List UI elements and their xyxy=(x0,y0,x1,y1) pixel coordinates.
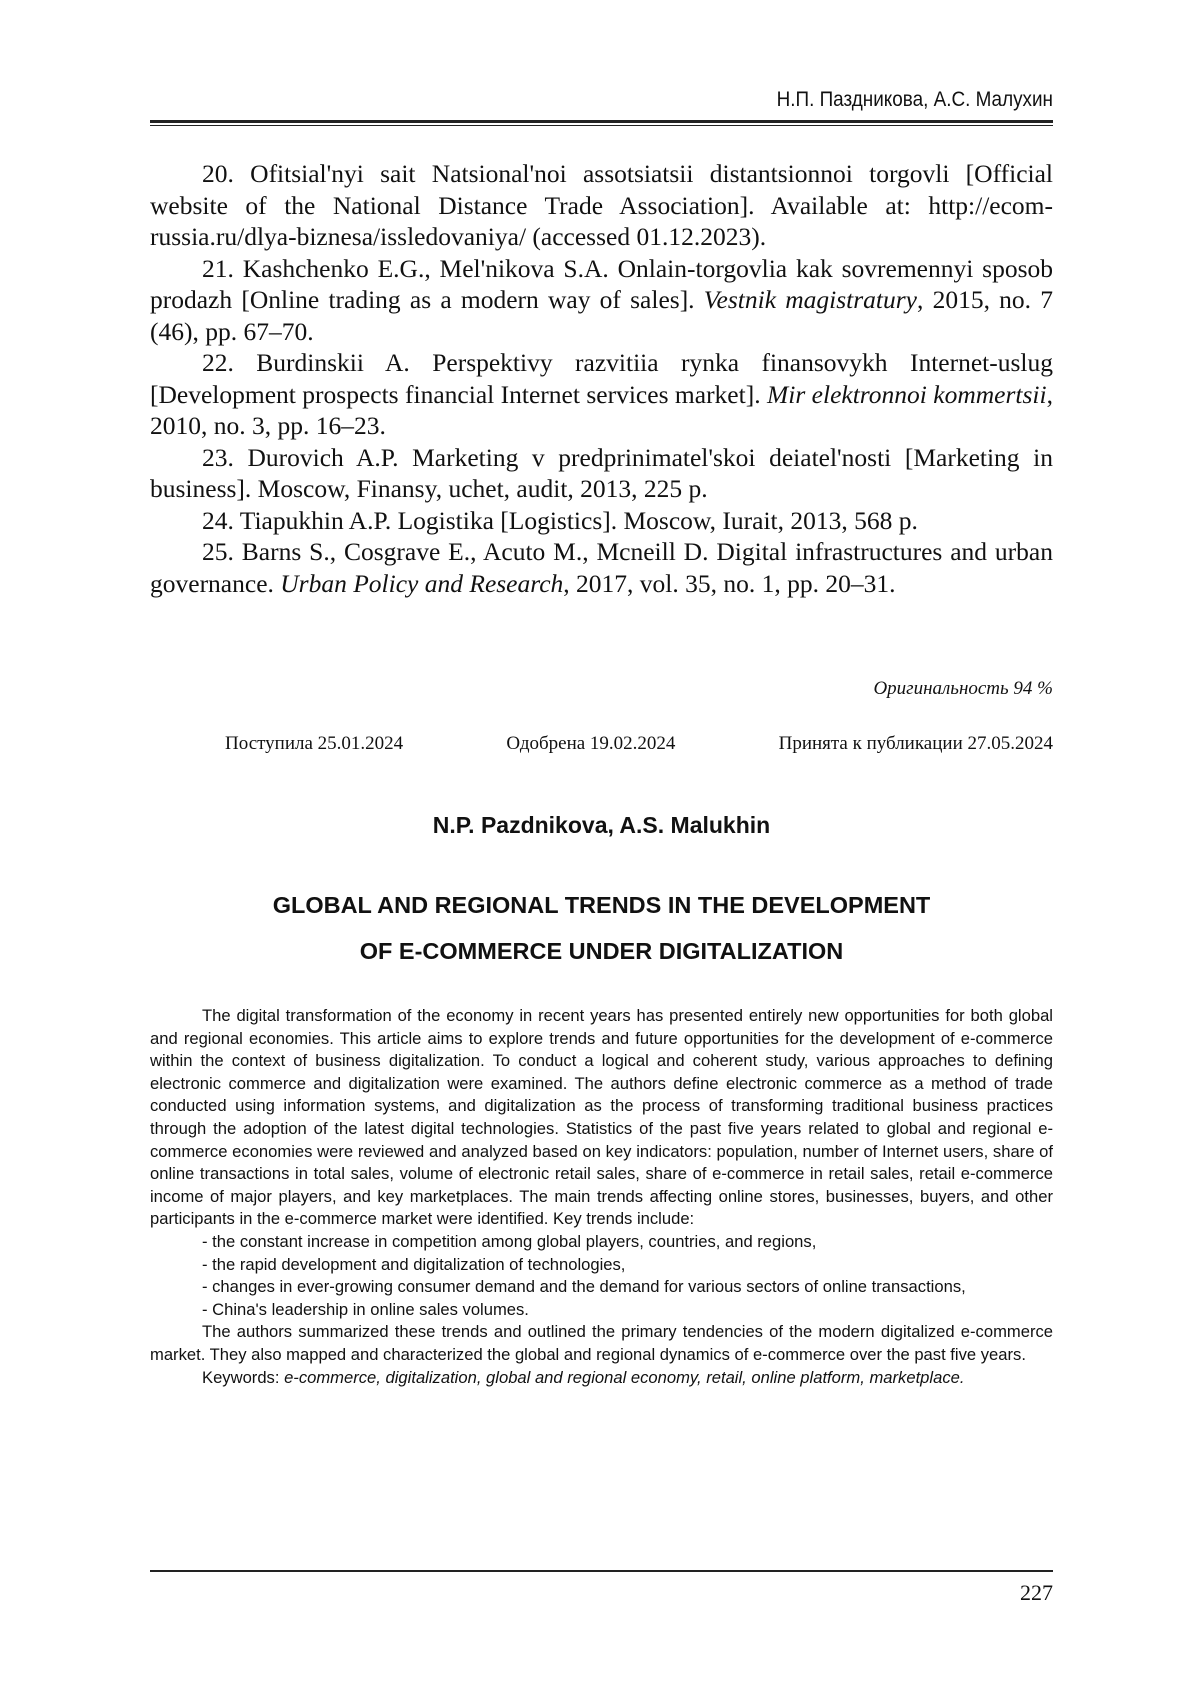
keywords-list: e-commerce, digitalization, global and regional economy, retail, online platform, marketplace. xyxy=(284,1368,964,1387)
reference-details: , 2015, no. 7 (46), pp. 67–70. xyxy=(150,285,1053,346)
reference-details: , 2017, vol. 35, no. 1, pp. 20–31. xyxy=(563,569,895,598)
reference-journal: Urban Policy and Research xyxy=(280,569,563,598)
title-line: GLOBAL AND REGIONAL TRENDS IN THE DEVELOPMENT xyxy=(150,882,1053,928)
article-authors: N.P. Pazdnikova, A.S. Malukhin xyxy=(150,812,1053,839)
reference-journal: Mir elektronnoi kommertsii xyxy=(767,380,1047,409)
reference-text: 25. Barns S., Cosgrave E., Acuto M., Mcneill D. Digital infrastructures and urban governance. xyxy=(150,537,1053,598)
article-title xyxy=(150,882,1053,974)
date-accepted: Принята к публикации 27.05.2024 xyxy=(779,733,1053,755)
page-number: 227 xyxy=(150,1580,1053,1606)
footer-rule xyxy=(150,1570,1053,1572)
reference-journal: Vestnik magistratury xyxy=(704,285,917,314)
reference-text: 23. Durovich A.P. Marketing v predprinimatel'skoi deiatel'nosti [Marketing in business]. Moscow, Finansy, uchet, audit, 2013, 225 p. xyxy=(150,443,1053,504)
header-rule-thin xyxy=(150,125,1053,126)
abstract xyxy=(150,1005,1053,1389)
reference-text: 20. Ofitsial'nyi sait Natsional'noi assotsiatsii distantsionnoi torgovli [Official website of the National Distance Trade Association]. Available at: http://ecom-russia.ru/dlya-biznesa/issledovaniya/ (accessed 01.12.2023). xyxy=(150,159,1053,251)
title-line: OF E-COMMERCE UNDER DIGITALIZATION xyxy=(150,928,1053,974)
reference-item xyxy=(150,158,1053,253)
abstract-paragraph: The digital transformation of the economy in recent years has presented entirely new opportunities for both global and regional economies. This article aims to explore trends and future opportunities for the development of e-commerce within the context of business digitalization. To conduct a logical and coherent study, various approaches to defining electronic commerce and digitalization were examined. The authors define electronic commerce as a method of trade conducted using information systems, and digitalization as the process of transforming traditional business practices through the adoption of the latest digital technologies. Statistics of the past five years related to global and regional e-commerce economies were reviewed and analyzed based on key indicators: population, number of Internet users, share of online transactions in total sales, volume of electronic retail sales, share of e-commerce in retail sales, retail e-commerce income of major players, and key marketplaces. The main trends affecting online stores, businesses, buyers, and other participants in the e-commerce market were identified. Key trends include: xyxy=(150,1005,1053,1231)
date-approved: Одобрена 19.02.2024 xyxy=(506,733,675,755)
trend-item: - the constant increase in competition among global players, countries, and regions, xyxy=(150,1231,1053,1254)
reference-item xyxy=(150,347,1053,442)
reference-text: 24. Tiapukhin A.P. Logistika [Logistics]. Moscow, Iurait, 2013, 568 p. xyxy=(202,506,918,535)
references-list xyxy=(150,158,1053,599)
keywords xyxy=(150,1367,1053,1390)
reference-item xyxy=(150,253,1053,348)
trend-item: - China's leadership in online sales volumes. xyxy=(150,1299,1053,1322)
reference-details: , 2010, no. 3, pp. 16–23. xyxy=(150,380,1053,441)
reference-item xyxy=(150,536,1053,599)
keywords-label: Keywords: xyxy=(202,1368,284,1387)
reference-text: 22. Burdinskii A. Perspektivy razvitiia rynka finansovykh Internet-uslug [Development prospects financial Internet services market]. xyxy=(150,348,1053,409)
abstract-paragraph: The authors summarized these trends and outlined the primary tendencies of the modern digitalized e-commerce market. They also mapped and characterized the global and regional dynamics of e-commerce over the past five years. xyxy=(150,1321,1053,1366)
trend-item: - the rapid development and digitalization of technologies, xyxy=(150,1254,1053,1277)
running-head: Н.П. Паздникова, А.С. Малухин xyxy=(240,88,1053,112)
header-rule-thick xyxy=(150,120,1053,123)
reference-item xyxy=(150,442,1053,505)
reference-text: 21. Kashchenko E.G., Mel'nikova S.A. Onlain-torgovlia kak sovremennyi sposob prodazh [Online trading as a modern way of sales]. xyxy=(150,254,1053,315)
date-received: Поступила 25.01.2024 xyxy=(225,733,403,755)
trend-item: - changes in ever-growing consumer demand and the demand for various sectors of online transactions, xyxy=(150,1276,1053,1299)
reference-item xyxy=(150,505,1053,537)
publication-dates xyxy=(225,733,1053,755)
originality-note: Оригинальность 94 % xyxy=(150,678,1053,700)
